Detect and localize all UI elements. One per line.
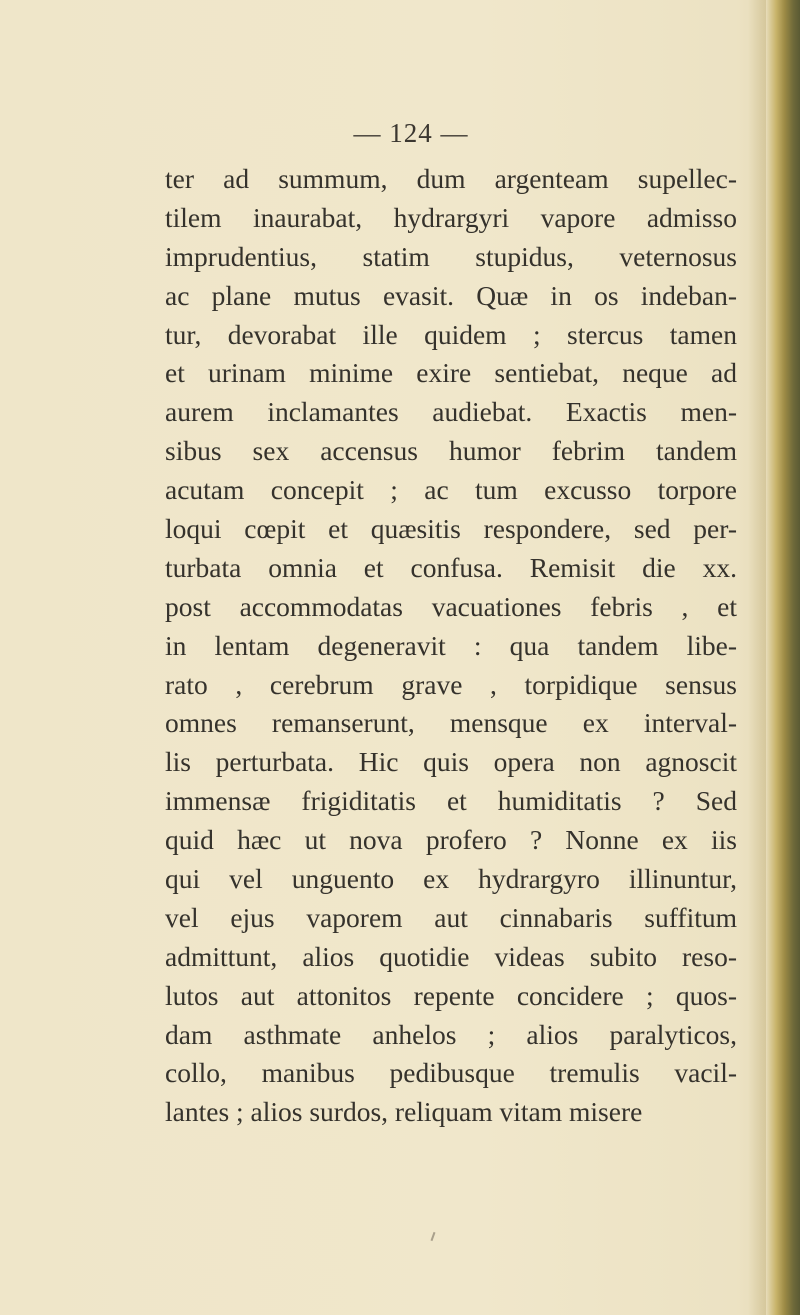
text-line: admittunt, alios quotidie videas subito reso- bbox=[165, 940, 737, 972]
text-line: in lentam degeneravit : qua tandem libe- bbox=[165, 629, 737, 661]
text-line: acutam concepit ; ac tum excusso torpore bbox=[165, 474, 737, 506]
text-line: tilem inaurabat, hydrargyri vapore admisso bbox=[165, 201, 737, 233]
text-line: collo, manibus pedibusque tremulis vacil- bbox=[165, 1057, 737, 1089]
text-line: turbata omnia et confusa. Remisit die xx. bbox=[165, 551, 737, 583]
text-line: dam asthmate anhelos ; alios paralyticos, bbox=[165, 1018, 737, 1050]
text-line: qui vel unguento ex hydrargyro illinuntur, bbox=[165, 863, 737, 895]
page-edge bbox=[766, 0, 800, 1315]
page-edge-shadow bbox=[748, 0, 766, 1315]
text-line: quid hæc ut nova profero ? Nonne ex iis bbox=[165, 824, 737, 856]
text-line: vel ejus vaporem aut cinnabaris suffitum bbox=[165, 901, 737, 933]
page-body-text bbox=[165, 160, 737, 1132]
text-line: omnes remanserunt, mensque ex interval- bbox=[165, 707, 737, 739]
page-number: — 124 — bbox=[353, 118, 469, 148]
text-line: lantes ; alios surdos, reliquam vitam misere bbox=[165, 1096, 643, 1128]
text-line: ter ad summum, dum argenteam supellec- bbox=[165, 163, 737, 194]
text-line: aurem inclamantes audiebat. Exactis men- bbox=[165, 396, 737, 428]
text-line: lutos aut attonitos repente concidere ; quos- bbox=[165, 979, 737, 1011]
text-line: lis perturbata. Hic quis opera non agnoscit bbox=[165, 746, 737, 778]
text-line: tur, devorabat ille quidem ; stercus tamen bbox=[165, 318, 737, 350]
text-line: ac plane mutus evasit. Quæ in os indeban- bbox=[165, 279, 737, 311]
text-line: loqui cœpit et quæsitis respondere, sed per- bbox=[165, 513, 737, 545]
ink-speck bbox=[431, 1232, 436, 1241]
text-line: immensæ frigiditatis et humiditatis ? Sed bbox=[165, 785, 737, 817]
text-line: rato , cerebrum grave , torpidique sensus bbox=[165, 668, 737, 700]
text-line: imprudentius, statim stupidus, veternosus bbox=[165, 240, 737, 272]
text-line: post accommodatas vacuationes febris , et bbox=[165, 590, 737, 622]
text-line: sibus sex accensus humor febrim tandem bbox=[165, 435, 737, 467]
text-line: et urinam minime exire sentiebat, neque ad bbox=[165, 357, 737, 389]
